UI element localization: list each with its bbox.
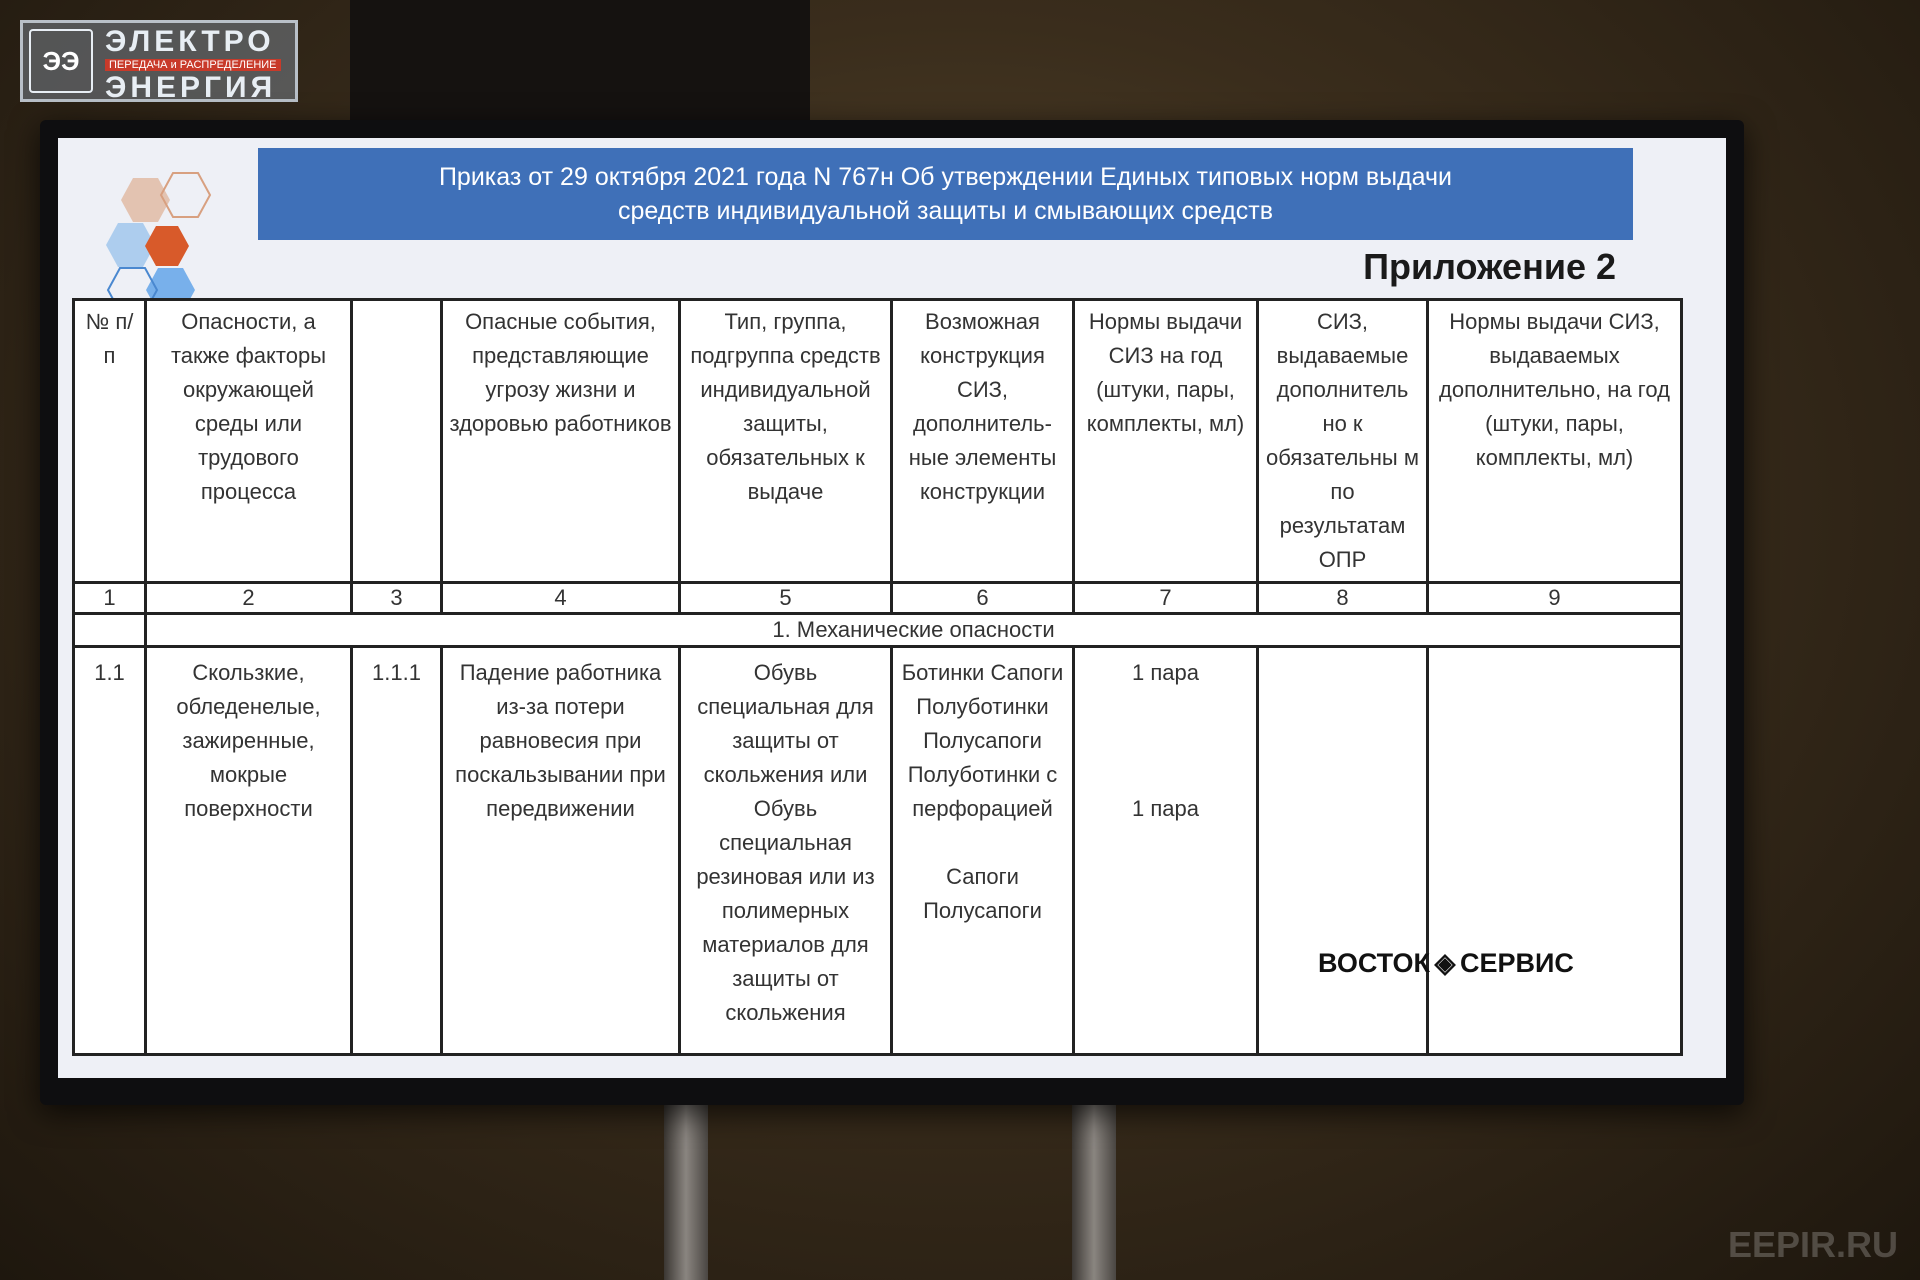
column-number: 9	[1428, 583, 1682, 614]
extra-norm-cell	[1428, 647, 1682, 1055]
construction-spacer	[899, 826, 1066, 860]
brand-diamond-icon: ◈	[1434, 948, 1456, 978]
header-cell: Нормы выдачи СИЗ, выдаваемых дополнительно, на год (штуки, пары, комплекты, мл)	[1428, 300, 1682, 583]
title-line-2: средств индивидуальной защиты и смывающих средств	[617, 197, 1274, 225]
hazard-cell: Скользкие, обледенелые, зажиренные, мокрые поверхности	[146, 647, 352, 1055]
title-banner	[258, 148, 1633, 240]
norm-cell	[1074, 647, 1258, 1055]
column-number: 5	[680, 583, 892, 614]
tv-screen	[58, 138, 1726, 1078]
norm-value-2: 1 пара	[1132, 796, 1199, 821]
column-number: 4	[442, 583, 680, 614]
brand-right: СЕРВИС	[1459, 948, 1574, 978]
section-row	[74, 614, 1682, 647]
column-number: 1	[74, 583, 146, 614]
header-cell: Опасные события, представляющие угрозу жизни и здоровью работников	[442, 300, 680, 583]
extra-ppe-cell	[1258, 647, 1428, 1055]
header-cell: Тип, группа, подгруппа средств индивидуальной защиты, обязательных к выдаче	[680, 300, 892, 583]
construction-group-1: Ботинки Сапоги Полуботинки Полусапоги Полуботинки с перфорацией	[901, 660, 1064, 821]
title-line-1: Приказ от 29 октября 2021 года N 767н Об утверждении Единых типовых норм выдачи	[438, 163, 1453, 191]
stand-leg-left	[664, 1100, 708, 1280]
row-number: 1.1	[74, 647, 146, 1055]
logo-subtitle: ПЕРЕДАЧА и РАСПРЕДЕЛЕНИЕ	[105, 59, 281, 71]
logo-word-bottom: ЭНЕРГИЯ	[105, 71, 277, 104]
header-cell: Опасности, а также факторы окружающей среды или трудового процесса	[146, 300, 352, 583]
norm-spacer	[1081, 690, 1250, 792]
table-row	[74, 647, 1682, 1055]
background-wall	[350, 0, 810, 130]
header-cell: Возможная конструкция СИЗ, дополнитель-ные элементы конструкции	[892, 300, 1074, 583]
site-watermark: EEPIR.RU	[1727, 1224, 1898, 1265]
header-cell: СИЗ, выдаваемые дополнитель но к обязательны м по результатам ОПР	[1258, 300, 1428, 583]
column-number: 2	[146, 583, 352, 614]
electroenergy-logo	[20, 20, 298, 102]
event-cell: Падение работника из-за потери равновесия при поскальзывании при передвижении	[442, 647, 680, 1055]
header-cell	[352, 300, 442, 583]
construction-group-2: Сапоги Полусапоги	[923, 864, 1042, 923]
ppe-type-cell: Обувь специальная для защиты от скольжения или Обувь специальная резиновая или из полимерных материалов для защиты от скольжения	[680, 647, 892, 1055]
brand-left: ВОСТОК	[1318, 948, 1430, 978]
column-number: 8	[1258, 583, 1428, 614]
ppe-norms-table	[72, 298, 1683, 1056]
column-number-row	[74, 583, 1682, 614]
header-cell: № п/п	[74, 300, 146, 583]
stand-leg-right	[1072, 1100, 1116, 1280]
appendix-heading: Приложение 2	[1363, 246, 1616, 287]
section-title: 1. Механические опасности	[146, 614, 1682, 647]
table-header-row	[74, 300, 1682, 583]
hexagon-decoration-icon	[98, 168, 228, 318]
column-number: 6	[892, 583, 1074, 614]
column-number: 7	[1074, 583, 1258, 614]
header-cell: Нормы выдачи СИЗ на год (штуки, пары, комплекты, мл)	[1074, 300, 1258, 583]
norm-value-1: 1 пара	[1132, 660, 1199, 685]
column-number: 3	[352, 583, 442, 614]
logo-word-top: ЭЛЕКТРО	[105, 25, 275, 58]
construction-cell	[892, 647, 1074, 1055]
vostok-service-logo	[1318, 948, 1574, 979]
logo-mark-icon: ЭЭ	[29, 29, 93, 93]
code-cell: 1.1.1	[352, 647, 442, 1055]
section-empty-cell	[74, 614, 146, 647]
